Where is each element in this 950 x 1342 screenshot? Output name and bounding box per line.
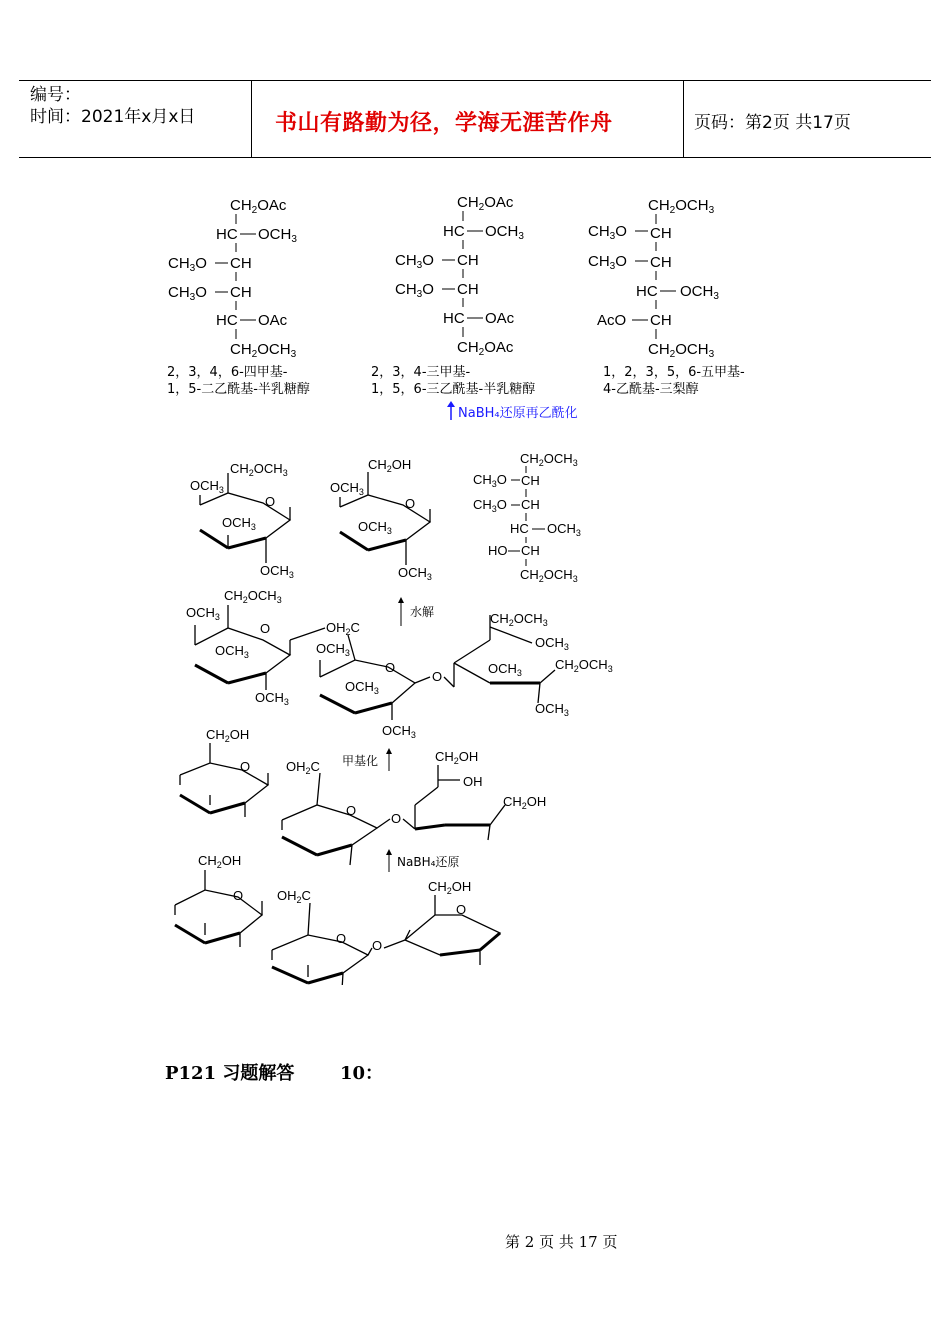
- svg-text:OCH3: $OCH_3$: [358, 519, 392, 536]
- svg-text:OH2C: $OH_2C$: [286, 759, 320, 776]
- svg-text:CH: CH: [521, 497, 540, 512]
- svg-text:O: O: [372, 938, 383, 953]
- header-divider-2: [683, 80, 684, 158]
- section-number: 10：: [340, 1063, 384, 1084]
- reduced-trisaccharide: [180, 727, 546, 865]
- svg-text:OCH3: $OCH_3$: [535, 701, 569, 718]
- svg-text:HC: HC: [443, 223, 465, 240]
- svg-text:O: O: [385, 660, 396, 675]
- header-motto: 书山有路勤为径，学海无涯苦作舟: [275, 111, 613, 136]
- svg-text:HC: HC: [216, 312, 238, 329]
- svg-text:OCH3: $OCH_3$: [190, 478, 224, 495]
- svg-text:CH2OAc: $CH_2OAc$: [457, 194, 514, 213]
- svg-text:CH: CH: [457, 281, 479, 298]
- serial-number-label: 编号：: [30, 85, 81, 105]
- svg-text:CH2OCH3: $CH_2OCH_3$: [224, 588, 282, 605]
- svg-text:OH: OH: [463, 774, 483, 789]
- svg-text:OCH3: $OCH_3$: [316, 641, 350, 658]
- svg-text:CH2OH: $CH_2OH$: [368, 457, 412, 474]
- svg-text:CH2OCH3: $CH_2OCH_3$: [520, 567, 578, 584]
- svg-text:CH2OCH3: $CH_2OCH_3$: [648, 341, 715, 360]
- svg-text:OAc: OAc: [258, 312, 288, 329]
- svg-text:CH: CH: [521, 473, 540, 488]
- svg-text:OAc: OAc: [485, 310, 515, 327]
- svg-text:CH3O: $CH_3O$: [395, 252, 434, 271]
- svg-text:CH2OH: $CH_2OH$: [206, 727, 250, 744]
- svg-text:CH: CH: [230, 284, 252, 301]
- svg-text:CH2OCH3: $CH_2OCH_3$: [230, 341, 297, 360]
- fischer-middle: [395, 194, 524, 358]
- svg-text:CH3O: $CH_3O$: [588, 253, 627, 272]
- svg-text:O: O: [391, 811, 402, 826]
- svg-text:O: O: [432, 669, 443, 684]
- compound-left-line2: 1，5-二乙酰基-半乳糖醇: [167, 382, 310, 397]
- compound-right-line1: 1，2，3，5，6-五甲基-: [603, 365, 745, 380]
- svg-text:CH2OCH3: $CH_2OCH_3$: [490, 611, 548, 628]
- header-page-indicator: 页码：第2页 共17页: [694, 113, 851, 133]
- svg-text:CH2OAc: $CH_2OAc$: [457, 339, 514, 358]
- arrow-up-blue-icon: [446, 401, 456, 421]
- header-top-border: [19, 80, 931, 81]
- svg-text:CH: CH: [521, 543, 540, 558]
- reaction-label-nabh4-acetyl: NaBH₄还原再乙酰化: [458, 406, 578, 421]
- svg-text:OCH3: $OCH_3$: [680, 283, 719, 302]
- svg-text:O: O: [260, 621, 271, 636]
- page-footer: 第 2 页 共 17 页: [505, 1233, 618, 1251]
- reaction-label-nabh4-reduce: NaBH₄还原: [397, 855, 460, 869]
- fischer-projections: [160, 188, 760, 363]
- reaction-label-hydrolysis: 水解: [410, 605, 435, 619]
- svg-text:HC: HC: [636, 283, 658, 300]
- time-label: 时间：2021年x月x日: [30, 107, 196, 127]
- svg-text:CH3O: $CH_3O$: [395, 281, 434, 300]
- svg-text:CH: CH: [650, 312, 672, 329]
- svg-text:CH2OCH3: $CH_2OCH_3$: [555, 657, 613, 674]
- svg-text:CH2OH: $CH_2OH$: [428, 879, 472, 896]
- svg-text:CH2OCH3: $CH_2OCH_3$: [648, 197, 715, 216]
- svg-text:CH3O: $CH_3O$: [473, 472, 507, 489]
- svg-text:CH: CH: [230, 255, 252, 272]
- svg-text:O: O: [336, 931, 347, 946]
- arrow-up-hydrolysis-icon: [396, 597, 406, 627]
- reaction-label-methylation: 甲基化: [342, 754, 379, 768]
- svg-text:OCH3: $OCH_3$: [215, 643, 249, 660]
- svg-text:OCH3: $OCH_3$: [398, 565, 432, 582]
- svg-text:CH2OH: $CH_2OH$: [435, 749, 479, 766]
- svg-text:O: O: [233, 888, 244, 903]
- arrow-up-methylation-icon: [384, 748, 394, 772]
- section-heading: P121 习题解答: [165, 1063, 295, 1084]
- svg-text:OCH3: $OCH_3$: [260, 563, 294, 580]
- svg-text:CH: CH: [457, 252, 479, 269]
- svg-text:O: O: [265, 494, 276, 509]
- svg-text:O: O: [456, 902, 467, 917]
- svg-text:OH2C: $OH_2C$: [277, 888, 311, 905]
- svg-text:CH2OH: $CH_2OH$: [198, 853, 242, 870]
- original-trisaccharide: [175, 853, 500, 985]
- svg-text:HC: HC: [510, 521, 529, 536]
- svg-text:OCH3: $OCH_3$: [345, 679, 379, 696]
- svg-text:HO: HO: [488, 543, 508, 558]
- svg-text:OCH3: $OCH_3$: [330, 480, 364, 497]
- header-divider-1: [251, 80, 252, 158]
- svg-text:CH: CH: [650, 254, 672, 271]
- fischer-left: [168, 197, 297, 360]
- svg-text:O: O: [405, 496, 416, 511]
- svg-text:CH3O: $CH_3O$: [168, 255, 207, 274]
- svg-text:CH2OCH3: $CH_2OCH_3$: [230, 461, 288, 478]
- sugar-structures: [160, 445, 640, 985]
- ring-top-left: [190, 461, 294, 580]
- svg-text:CH2OAc: $CH_2OAc$: [230, 197, 287, 216]
- svg-text:OCH3: $OCH_3$: [222, 515, 256, 532]
- svg-text:HC: HC: [443, 310, 465, 327]
- svg-text:AcO: AcO: [597, 312, 627, 329]
- svg-text:OCH3: $OCH_3$: [255, 690, 289, 707]
- svg-text:OH2C: $OH_2C$: [326, 620, 360, 637]
- compound-mid-line2: 1，5，6-三乙酰基-半乳糖醇: [371, 382, 536, 397]
- arrow-up-reduction-icon: [384, 849, 394, 873]
- svg-text:OCH3: $OCH_3$: [488, 661, 522, 678]
- svg-text:OCH3: $OCH_3$: [535, 635, 569, 652]
- svg-text:OCH3: $OCH_3$: [547, 521, 581, 538]
- svg-text:OCH3: $OCH_3$: [382, 723, 416, 740]
- fischer-small: [473, 451, 581, 584]
- svg-text:CH2OH: $CH_2OH$: [503, 794, 547, 811]
- svg-text:OCH3: $OCH_3$: [258, 226, 297, 245]
- svg-text:OCH3: $OCH_3$: [186, 605, 220, 622]
- svg-text:CH3O: $CH_3O$: [168, 284, 207, 303]
- compound-mid-line1: 2，3，4-三甲基-: [371, 365, 471, 380]
- svg-text:CH3O: $CH_3O$: [588, 223, 627, 242]
- svg-text:OCH3: $OCH_3$: [485, 223, 524, 242]
- fischer-right: [588, 197, 719, 360]
- svg-text:CH3O: $CH_3O$: [473, 497, 507, 514]
- ring-top-middle: [330, 457, 432, 582]
- compound-left-line1: 2，3，4，6-四甲基-: [167, 365, 288, 380]
- header-bottom-border: [19, 157, 931, 158]
- svg-text:HC: HC: [216, 226, 238, 243]
- svg-text:O: O: [346, 803, 357, 818]
- compound-right-line2: 4-乙酰基-三梨醇: [603, 382, 699, 397]
- svg-text:CH: CH: [650, 225, 672, 242]
- svg-text:CH2OCH3: $CH_2OCH_3$: [520, 451, 578, 468]
- svg-text:O: O: [240, 759, 251, 774]
